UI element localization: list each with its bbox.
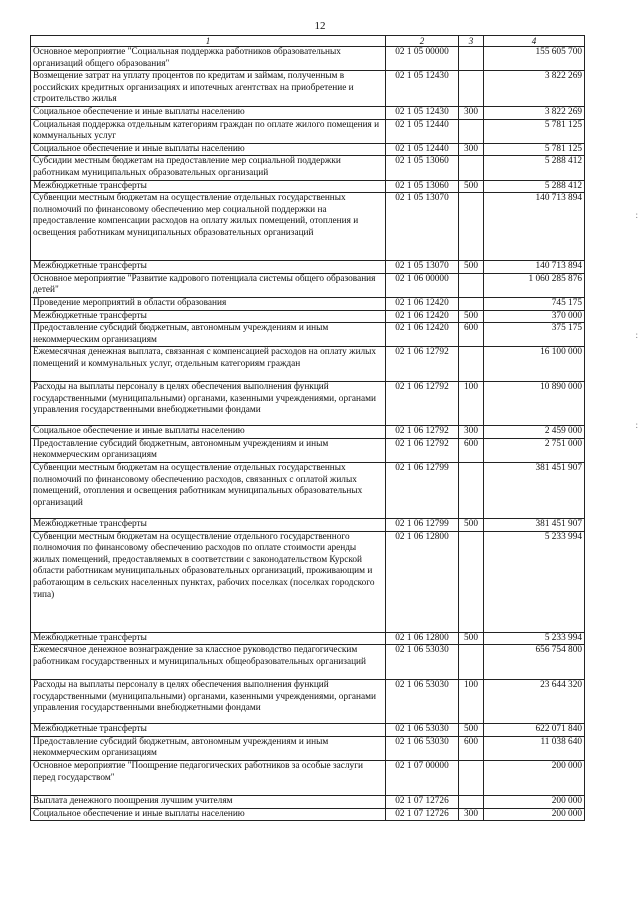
row-amount: 23 644 320 (484, 680, 585, 724)
table-row (31, 193, 585, 261)
row-name: Межбюджетные трансферты (31, 261, 386, 274)
row-amount: 2 751 000 (484, 438, 585, 462)
table-row (31, 808, 585, 821)
table-row (31, 463, 585, 519)
row-name: Межбюджетные трансферты (31, 180, 386, 193)
row-amount: 1 060 285 876 (484, 273, 585, 297)
table-row (31, 736, 585, 760)
page-number: 12 (314, 20, 326, 32)
row-amount: 5 781 125 (484, 143, 585, 156)
row-name: Межбюджетные трансферты (31, 724, 386, 737)
row-name: Социальное обеспечение и иные выплаты населению (31, 808, 386, 821)
row-type: 100 (459, 382, 484, 426)
row-amount: 140 713 894 (484, 261, 585, 274)
table-row (31, 531, 585, 632)
row-amount: 5 233 994 (484, 531, 585, 632)
row-type: 300 (459, 808, 484, 821)
margin-mark: : (635, 330, 638, 340)
row-name: Субвенции местным бюджетам на осуществление отдельных государственных полномочий по финансовому обеспечению расходов, связанных с оплатой жилых помещений, отопления и освещения работникам муниципальных образовательных организаций (31, 463, 386, 519)
table-row (31, 119, 585, 143)
table-row (31, 796, 585, 809)
table-row (31, 106, 585, 119)
row-type: 500 (459, 632, 484, 645)
row-code: 02 1 05 00000 (386, 47, 459, 71)
row-name: Субсидии местным бюджетам на предоставление мер социальной поддержки работникам муниципальных образовательных организаций (31, 156, 386, 180)
row-code: 02 1 06 12420 (386, 310, 459, 323)
row-code: 02 1 06 53030 (386, 724, 459, 737)
row-amount: 2 459 000 (484, 426, 585, 439)
row-name: Расходы на выплаты персоналу в целях обеспечения выполнения функций государственными (муниципальными) органами, казенными учреждениями, органами управления государственными внебюджетными фондами (31, 382, 386, 426)
row-name: Выплата денежного поощрения лучшим учителям (31, 796, 386, 809)
row-code: 02 1 07 12726 (386, 796, 459, 809)
row-code: 02 1 06 12420 (386, 297, 459, 310)
row-code: 02 1 06 12792 (386, 438, 459, 462)
row-amount: 370 000 (484, 310, 585, 323)
row-code: 02 1 05 13070 (386, 193, 459, 261)
row-name: Расходы на выплаты персоналу в целях обеспечения выполнения функций государственными (муниципальными) органами, казенными учреждениями, органами управления государственными внебюджетными фондами (31, 680, 386, 724)
table-row (31, 438, 585, 462)
table-row (31, 347, 585, 382)
row-type (459, 193, 484, 261)
row-name: Межбюджетные трансферты (31, 632, 386, 645)
row-type (459, 531, 484, 632)
row-type: 500 (459, 180, 484, 193)
table-row (31, 645, 585, 680)
row-amount: 5 288 412 (484, 156, 585, 180)
table-row (31, 680, 585, 724)
table-row (31, 632, 585, 645)
row-code: 02 1 06 53030 (386, 680, 459, 724)
row-code: 02 1 05 12430 (386, 71, 459, 107)
table-row (31, 156, 585, 180)
row-type (459, 347, 484, 382)
table-row (31, 724, 585, 737)
row-type (459, 71, 484, 107)
row-amount: 11 038 640 (484, 736, 585, 760)
row-amount: 3 822 269 (484, 106, 585, 119)
row-amount: 10 890 000 (484, 382, 585, 426)
row-type: 500 (459, 724, 484, 737)
row-code: 02 1 05 13060 (386, 156, 459, 180)
row-type (459, 463, 484, 519)
table-row (31, 323, 585, 347)
row-amount: 745 175 (484, 297, 585, 310)
row-name: Социальное обеспечение и иные выплаты населению (31, 143, 386, 156)
row-code: 02 1 06 12799 (386, 519, 459, 532)
row-code: 02 1 07 00000 (386, 761, 459, 796)
row-amount: 155 605 700 (484, 47, 585, 71)
row-type: 600 (459, 323, 484, 347)
row-code: 02 1 06 12800 (386, 531, 459, 632)
table-body (31, 47, 585, 821)
row-code: 02 1 06 53030 (386, 645, 459, 680)
header-row (31, 36, 585, 47)
row-amount: 381 451 907 (484, 519, 585, 532)
row-amount: 200 000 (484, 761, 585, 796)
row-name: Проведение мероприятий в области образования (31, 297, 386, 310)
table-row (31, 297, 585, 310)
row-amount: 140 713 894 (484, 193, 585, 261)
row-amount: 16 100 000 (484, 347, 585, 382)
table-row (31, 71, 585, 107)
table-row (31, 261, 585, 274)
row-type (459, 645, 484, 680)
row-name: Социальное обеспечение и иные выплаты населению (31, 426, 386, 439)
header-col-2: 2 (386, 36, 459, 47)
row-name: Ежемесячная денежная выплата, связанная с компенсацией расходов на оплату жилых помещений и коммунальных услуг, отдельным категориям граждан (31, 347, 386, 382)
margin-mark: : (635, 420, 638, 430)
table-row (31, 761, 585, 796)
row-name: Социальная поддержка отдельным категориям граждан по оплате жилого помещения и коммунальных услуг (31, 119, 386, 143)
header-col-3: 3 (459, 36, 484, 47)
row-code: 02 1 06 12799 (386, 463, 459, 519)
row-name: Межбюджетные трансферты (31, 310, 386, 323)
row-amount: 200 000 (484, 808, 585, 821)
row-amount: 656 754 800 (484, 645, 585, 680)
row-name: Основное мероприятие "Поощрение педагогических работников за особые заслуги перед государством" (31, 761, 386, 796)
table-row (31, 47, 585, 71)
table-row (31, 143, 585, 156)
row-type: 500 (459, 310, 484, 323)
row-code: 02 1 06 12792 (386, 426, 459, 439)
row-amount: 622 071 840 (484, 724, 585, 737)
row-code: 02 1 06 12792 (386, 382, 459, 426)
table-row (31, 426, 585, 439)
row-type (459, 119, 484, 143)
row-type (459, 297, 484, 310)
row-code: 02 1 07 12726 (386, 808, 459, 821)
row-type (459, 761, 484, 796)
row-type: 600 (459, 438, 484, 462)
row-amount: 200 000 (484, 796, 585, 809)
row-code: 02 1 06 53030 (386, 736, 459, 760)
table-row (31, 273, 585, 297)
table-row (31, 519, 585, 532)
row-amount: 375 175 (484, 323, 585, 347)
row-type: 100 (459, 680, 484, 724)
row-name: Ежемесячное денежное вознаграждение за классное руководство педагогическим работникам государственных и муниципальных общеобразовательных организаций (31, 645, 386, 680)
header-col-4: 4 (484, 36, 585, 47)
row-amount: 5 781 125 (484, 119, 585, 143)
row-type (459, 47, 484, 71)
row-code: 02 1 06 00000 (386, 273, 459, 297)
row-amount: 381 451 907 (484, 463, 585, 519)
row-type: 300 (459, 143, 484, 156)
row-name: Субвенции местным бюджетам на осуществление отдельного государственного полномочия по финансовому обеспечению расходов по оплате стоимости аренды жилых помещений, предоставляемых в соответствии с законодательством Курской области работникам муниципальных образовательных организаций, проживающим и работающим в сельских населенных пунктах, рабочих поселках (поселках городского типа) (31, 531, 386, 632)
row-code: 02 1 05 12430 (386, 106, 459, 119)
row-name: Основное мероприятие "Социальная поддержка работников образовательных организаций общего образования" (31, 47, 386, 71)
budget-table (30, 35, 585, 821)
header-col-1: 1 (31, 36, 386, 47)
row-type: 500 (459, 519, 484, 532)
row-name: Предоставление субсидий бюджетным, автономным учреждениям и иным некоммерческим организациям (31, 323, 386, 347)
row-type: 300 (459, 106, 484, 119)
row-type (459, 796, 484, 809)
row-amount: 5 288 412 (484, 180, 585, 193)
row-code: 02 1 05 13070 (386, 261, 459, 274)
row-type: 300 (459, 426, 484, 439)
row-type (459, 273, 484, 297)
row-type: 500 (459, 261, 484, 274)
row-name: Предоставление субсидий бюджетным, автономным учреждениям и иным некоммерческим организациям (31, 736, 386, 760)
row-code: 02 1 06 12792 (386, 347, 459, 382)
row-amount: 3 822 269 (484, 71, 585, 107)
row-amount: 5 233 994 (484, 632, 585, 645)
row-code: 02 1 05 12440 (386, 143, 459, 156)
row-name: Основное мероприятие "Развитие кадрового потенциала системы общего образования детей" (31, 273, 386, 297)
table-row (31, 310, 585, 323)
row-name: Субвенции местным бюджетам на осуществление отдельных государственных полномочий по финансовому обеспечению мер социальной поддержки на предоставление компенсации расходов на оплату жилых помещений, отопления и освещения работникам муниципальных образовательных организаций (31, 193, 386, 261)
row-name: Межбюджетные трансферты (31, 519, 386, 532)
row-type (459, 156, 484, 180)
table-row (31, 180, 585, 193)
row-code: 02 1 06 12420 (386, 323, 459, 347)
row-name: Социальное обеспечение и иные выплаты населению (31, 106, 386, 119)
row-name: Возмещение затрат на уплату процентов по кредитам и займам, полученным в российских кредитных организациях и ипотечных агентствах на приобретение и строительство жилья (31, 71, 386, 107)
row-code: 02 1 06 12800 (386, 632, 459, 645)
row-code: 02 1 05 13060 (386, 180, 459, 193)
row-name: Предоставление субсидий бюджетным, автономным учреждениям и иным некоммерческим организациям (31, 438, 386, 462)
row-code: 02 1 05 12440 (386, 119, 459, 143)
table-row (31, 382, 585, 426)
row-type: 600 (459, 736, 484, 760)
margin-mark: : (635, 210, 638, 220)
